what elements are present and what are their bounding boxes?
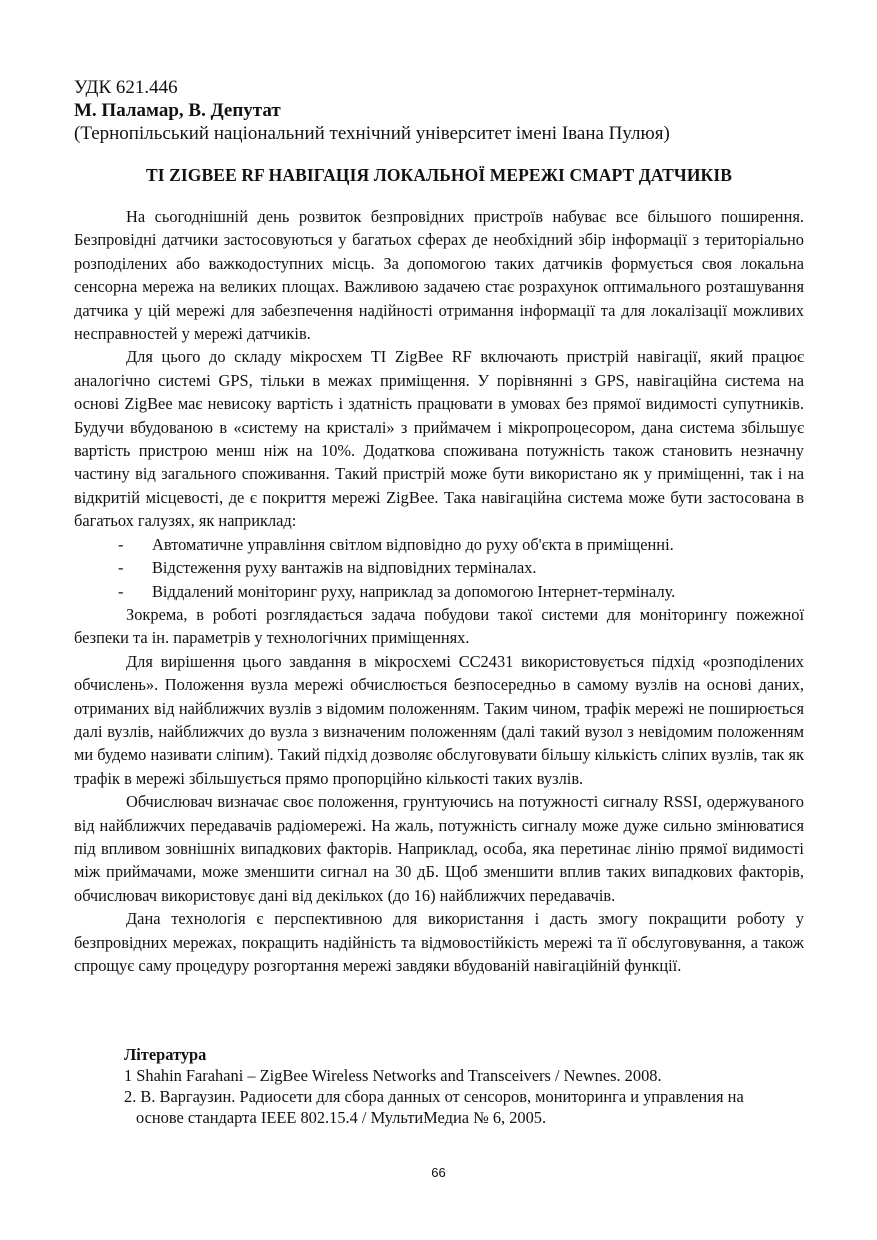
reference-item: 1 Shahin Farahani – ZigBee Wireless Networks and Transceivers / Newnes. 2008.	[124, 1066, 662, 1085]
references	[124, 1044, 814, 1128]
list-item	[74, 556, 804, 579]
list-marker: -	[118, 534, 124, 554]
list-item-text: Віддалений моніторинг руху, наприклад за допомогою Інтернет-терміналу.	[152, 581, 676, 601]
list-item-text: Відстеження руху вантажів на відповідних терміналах.	[152, 558, 537, 578]
application-list	[74, 533, 804, 603]
paper-body	[74, 205, 804, 977]
list-item	[74, 533, 804, 556]
udc-code: УДК 621.446	[74, 77, 178, 98]
paragraph: Для цього до складу мікросхем TI ZigBee RF включають пристрій навігації, який працює аналогічно системі GPS, тільки в межах приміщення. У порівнянні з GPS, навігаційна система на основі ZigBee має невисоку вартість і здатність працювати в умовах без прямої видимості супутників. Будучи вбудованою в «систему на кристалі» з приймачем і мікропроцесором, дана система збільшує вартість пристрою менш ніж на 10%. Додаткова споживана потужність також становить незначну частину від загального споживання. Такий пристрій може бути використано як у приміщенні, так і на відкритій місцевості, де є покриття мережі ZigBee. Така навігаційна система може бути застосована в багатьох галузях, як наприклад:	[74, 347, 804, 531]
list-marker: -	[118, 581, 124, 601]
reference-item: 2. В. Варгаузин. Радиосети для сбора данных от сенсоров, мониторинга и управления на	[124, 1087, 744, 1106]
authors: М. Паламар, В. Депутат	[74, 100, 281, 121]
affiliation: (Тернопільський національний технічний університет імені Івана Пулюя)	[74, 123, 670, 144]
paper-title: TI ZIGBEE RF НАВІГАЦІЯ ЛОКАЛЬНОЇ МЕРЕЖІ СМАРТ ДАТЧИКІВ	[145, 165, 733, 185]
list-item	[74, 580, 804, 603]
paragraph: На сьогоднішній день розвиток безпровідних пристроїв набуває все більшого поширення. Безпровідні датчики застосовуються у багатьох сферах де необхідний збір інформації з територіально розподілених або важкодоступних місць. За допомогою таких датчиків формується своя локальна сенсорна мережа на великих площах. Важливою задачею стає розрахунок оптимального розташування датчика у цій мережі для забезпечення надійності отримання інформації та для локалізації можливих несправностей у мережі датчиків.	[74, 207, 804, 344]
paragraph: Для вирішення цього завдання в мікросхемі CC2431 використовується підхід «розподілених обчислень». Положення вузла мережі обчислюється безпосередньо в самому вузлів на основі даних, отриманих від найближчих вузлів з відомим положенням. Таким чином, трафік мережі не поширюється далі вузлів, найближчих до вузла з визначеним положенням (далі такий вузол з невідомим положенням ми будемо називати сліпим). Такий підхід дозволяє обслуговувати більшу кількість сліпих вузлів, так як трафік в мережі збільшується прямо пропорційно кількості таких вузлів.	[74, 651, 804, 788]
paragraph: Дана технологія є перспективною для використання і дасть змогу покращити роботу у безпровідних мережах, покращить надійність та відмовостійкість мережі та її обслуговування, а також спрощує саму процедуру розгортання мережі завдяки вбудованій навігаційній функції.	[74, 909, 804, 975]
list-item-text: Автоматичне управління світлом відповідно до руху об'єкта в приміщенні.	[152, 534, 674, 554]
page-number: 66	[431, 1165, 446, 1180]
paragraph: Зокрема, в роботі розглядається задача побудови такої системи для моніторингу пожежної безпеки та ін. параметрів у технологічних приміщеннях.	[74, 604, 804, 648]
paper-header	[74, 76, 814, 145]
reference-item-continuation: основе стандарта IEEE 802.15.4 / МультиМедиа № 6, 2005.	[136, 1108, 547, 1127]
paragraph: Обчислювач визначає своє положення, грунтуючись на потужності сигналу RSSI, одержуваного від найближчих передавачів радіомережі. На жаль, потужність сигналу може дуже сильно змінюватися під впливом зовнішніх випадкових факторів. Наприклад, особа, яка перетинає лінію прямої видимості між приймачами, може зменшити сигнал на 30 дБ. Щоб зменшити вплив таких випадкових факторів, обчислювач використовує дані від декількох (до 16) найближчих передавачів.	[74, 792, 804, 905]
references-heading: Література	[124, 1045, 207, 1064]
list-marker: -	[118, 558, 124, 578]
